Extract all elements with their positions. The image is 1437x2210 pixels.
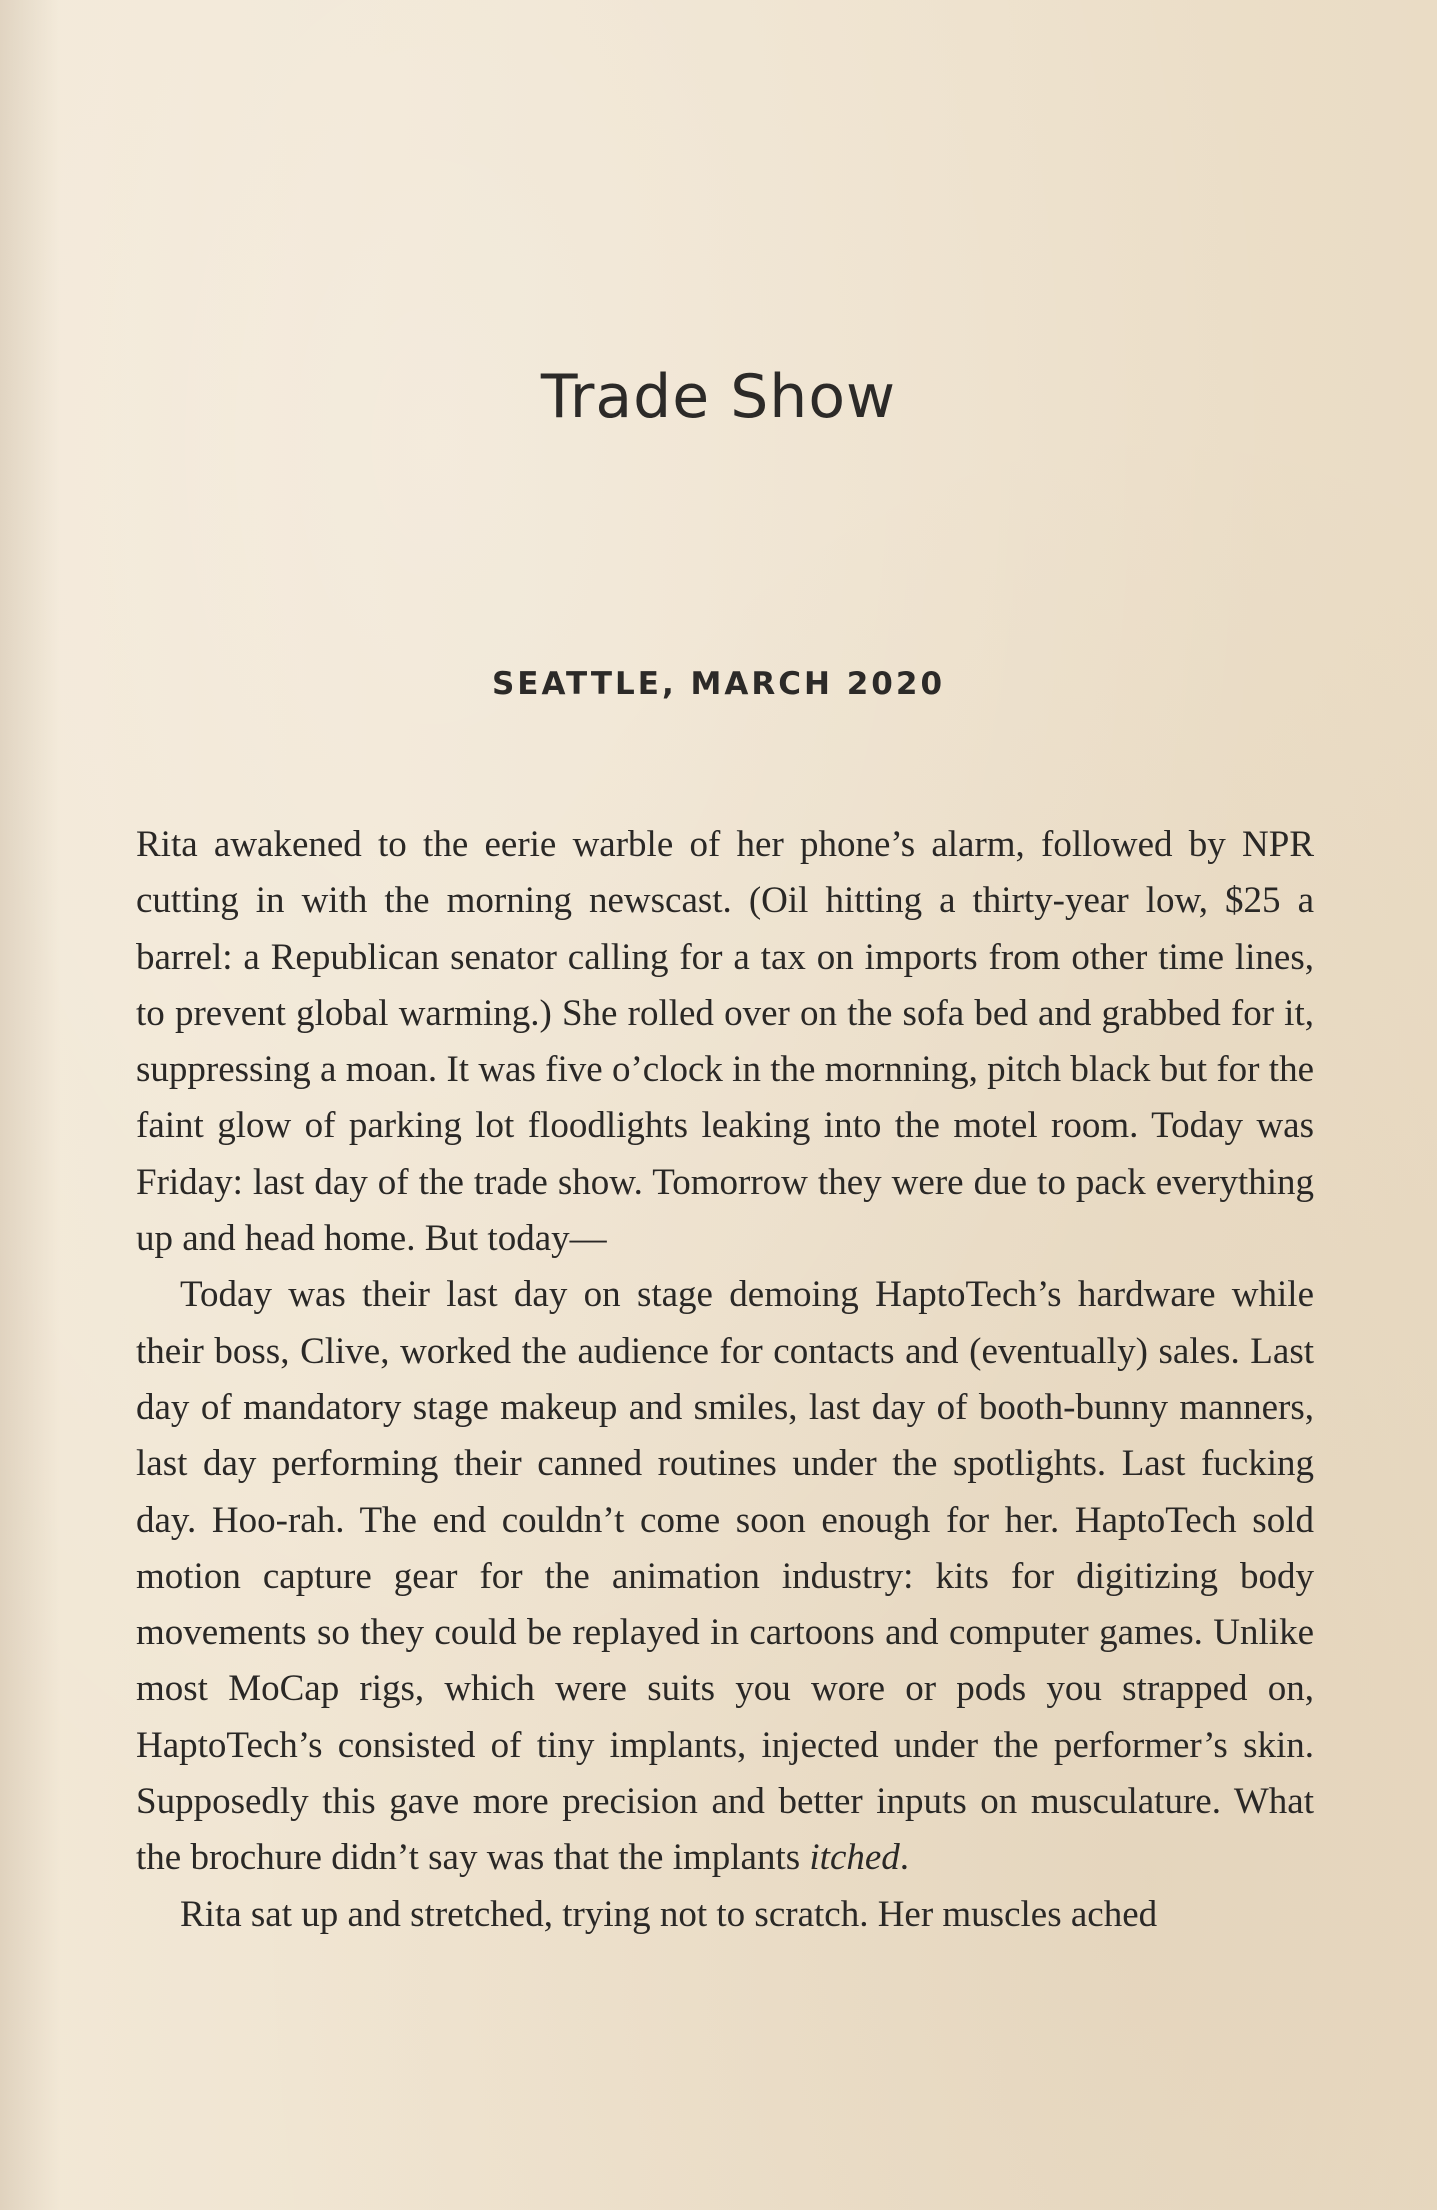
paragraph-3: Rita sat up and stretched, trying not to scratch. Her muscles ached bbox=[180, 1893, 1158, 1935]
chapter-dateline: SEATTLE, MARCH 2020 bbox=[491, 666, 946, 702]
paragraph-2-text: Today was their last day on stage demoing HaptoTech’s hardware while their boss, Clive, worked the audience for contacts and (eventually) sales. Last day of mandatory stage makeup and smiles, last day of booth-bunny manners, last day performing their canned routines under the spotlights. Last fucking day. Hoo-rah. The end couldn’t come soon enough for her. HaptoTech sold motion capture gear for the animation industry: kits for digitizing body movements so they could be replayed in cartoons and computer games. Unlike most MoCap rigs, which were suits you wore or pods you strapped on, HaptoTech’s consisted of tiny implants, injected under the performer’s skin. Supposedly this gave more precision and better inputs on musculature. What the brochure didn’t say was that the implants bbox=[136, 1274, 1314, 1879]
paragraph-2 bbox=[136, 1267, 1314, 1886]
paragraph-2-text-end: . bbox=[899, 1837, 910, 1879]
paragraph-1: Rita awakened to the eerie warble of her phone’s alarm, followed by NPR cutting in with the morning newscast. (Oil hitting a thirty-year low, $25 a barrel: a Republican senator calling for a tax on imports from other time lines, to prevent global warming.) She rolled over on the sofa bed and grabbed for it, suppressing a moan. It was five o’clock in the mornning, pitch black but for the faint glow of parking lot floodlights leaking into the motel room. Today was Friday: last day of the trade show. Tomorrow they were due to pack everything up and head home. But today— bbox=[136, 824, 1314, 1260]
chapter-title: Trade Show bbox=[540, 362, 897, 432]
page-gutter-shadow bbox=[0, 0, 60, 2210]
chapter-body bbox=[136, 817, 1314, 1943]
paragraph-2-emphasis: itched bbox=[809, 1837, 900, 1879]
